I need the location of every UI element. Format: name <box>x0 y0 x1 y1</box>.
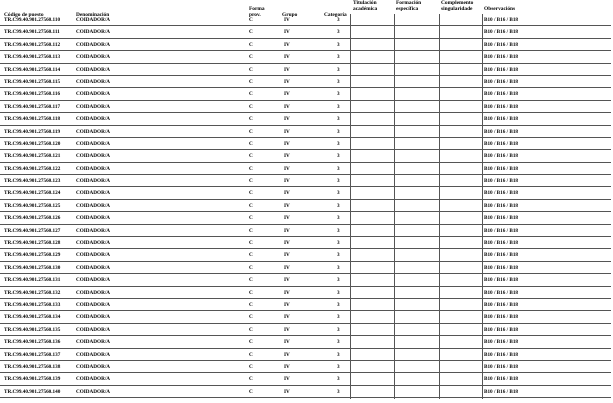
cell-observacions: B10 / B16 / B18 <box>484 326 519 333</box>
cell-forma: C <box>249 116 253 123</box>
cell-categoria: 3 <box>337 140 340 147</box>
cell-denominacion: COIDADOR/A <box>76 66 111 73</box>
table-row <box>0 76 613 88</box>
cell-denominacion: COIDADOR/A <box>76 388 111 395</box>
cell-categoria: 3 <box>337 301 340 308</box>
cell-denominacion: COIDADOR/A <box>76 277 111 284</box>
table-row <box>0 225 613 237</box>
cell-observacions: B10 / B16 / B18 <box>484 17 519 23</box>
cell-forma: C <box>249 202 253 209</box>
cell-grupo: IV <box>284 153 290 160</box>
cell-denominacion: COIDADOR/A <box>76 376 111 383</box>
table-row <box>0 299 613 311</box>
cell-forma: C <box>249 41 253 48</box>
cell-observacions: B10 / B16 / B18 <box>484 301 519 308</box>
cell-forma: C <box>249 351 253 358</box>
table-row <box>0 64 613 76</box>
cell-codigo: TR.C99.40.901.27560.127 <box>4 227 61 234</box>
cell-denominacion: COIDADOR/A <box>76 190 111 197</box>
cell-observacions: B10 / B16 / B18 <box>484 190 519 197</box>
cell-grupo: IV <box>284 264 290 271</box>
header-forma-prov: Forma prov. <box>249 6 265 18</box>
row-divider <box>0 397 611 398</box>
cell-forma: C <box>249 165 253 172</box>
cell-codigo: TR.C99.40.901.27560.117 <box>4 103 61 110</box>
cell-grupo: IV <box>284 301 290 308</box>
table-row <box>0 14 613 26</box>
cell-forma: C <box>249 91 253 98</box>
cell-forma: C <box>249 29 253 36</box>
header-complemento: Complemento singularidade <box>441 0 474 12</box>
cell-observacions: B10 / B16 / B18 <box>484 128 519 135</box>
cell-denominacion: COIDADOR/A <box>76 227 111 234</box>
cell-denominacion: COIDADOR/A <box>76 29 111 36</box>
cell-grupo: IV <box>284 54 290 61</box>
cell-categoria: 3 <box>337 351 340 358</box>
header-formacion: Formación específica <box>396 0 422 12</box>
cell-denominacion: COIDADOR/A <box>76 116 111 123</box>
table-row <box>0 287 613 299</box>
table-row <box>0 361 613 373</box>
cell-categoria: 3 <box>337 116 340 123</box>
cell-grupo: IV <box>284 66 290 73</box>
cell-grupo: IV <box>284 178 290 185</box>
cell-observacions: B10 / B16 / B18 <box>484 376 519 383</box>
cell-categoria: 3 <box>337 314 340 321</box>
cell-forma: C <box>249 66 253 73</box>
cell-forma: C <box>249 264 253 271</box>
cell-grupo: IV <box>284 140 290 147</box>
cell-categoria: 3 <box>337 264 340 271</box>
cell-observacions: B10 / B16 / B18 <box>484 227 519 234</box>
cell-codigo: TR.C99.40.901.27560.137 <box>4 351 61 358</box>
cell-categoria: 3 <box>337 240 340 247</box>
cell-codigo: TR.C99.40.901.27560.136 <box>4 339 61 346</box>
cell-codigo: TR.C99.40.901.27560.132 <box>4 289 61 296</box>
cell-grupo: IV <box>284 376 290 383</box>
cell-forma: C <box>249 376 253 383</box>
header-grupo: Grupo <box>282 12 298 18</box>
cell-forma: C <box>249 153 253 160</box>
cell-denominacion: COIDADOR/A <box>76 153 111 160</box>
table-row <box>0 187 613 199</box>
cell-categoria: 3 <box>337 66 340 73</box>
cell-denominacion: COIDADOR/A <box>76 252 111 259</box>
cell-codigo: TR.C99.40.901.27560.118 <box>4 116 61 123</box>
cell-observacions: B10 / B16 / B18 <box>484 240 519 247</box>
table-row <box>0 249 613 261</box>
cell-categoria: 3 <box>337 165 340 172</box>
cell-denominacion: COIDADOR/A <box>76 264 111 271</box>
cell-categoria: 3 <box>337 91 340 98</box>
cell-grupo: IV <box>284 227 290 234</box>
cell-grupo: IV <box>284 202 290 209</box>
table-row <box>0 126 613 138</box>
cell-forma: C <box>249 363 253 370</box>
cell-forma: C <box>249 314 253 321</box>
cell-codigo: TR.C99.40.901.27560.140 <box>4 388 61 395</box>
cell-forma: C <box>249 78 253 85</box>
cell-denominacion: COIDADOR/A <box>76 78 111 85</box>
cell-grupo: IV <box>284 17 290 23</box>
cell-grupo: IV <box>284 326 290 333</box>
table-row <box>0 212 613 224</box>
table-row <box>0 262 613 274</box>
cell-denominacion: COIDADOR/A <box>76 54 111 61</box>
cell-codigo: TR.C99.40.901.27560.116 <box>4 91 61 98</box>
cell-grupo: IV <box>284 339 290 346</box>
cell-categoria: 3 <box>337 252 340 259</box>
cell-categoria: 3 <box>337 178 340 185</box>
cell-grupo: IV <box>284 41 290 48</box>
cell-forma: C <box>249 252 253 259</box>
cell-observacions: B10 / B16 / B18 <box>484 153 519 160</box>
cell-forma: C <box>249 140 253 147</box>
cell-categoria: 3 <box>337 128 340 135</box>
table-row <box>0 274 613 286</box>
cell-categoria: 3 <box>337 17 340 23</box>
cell-observacions: B10 / B16 / B18 <box>484 202 519 209</box>
cell-categoria: 3 <box>337 388 340 395</box>
cell-codigo: TR.C99.40.901.27560.120 <box>4 140 61 147</box>
cell-denominacion: COIDADOR/A <box>76 351 111 358</box>
cell-grupo: IV <box>284 277 290 284</box>
cell-observacions: B10 / B16 / B18 <box>484 289 519 296</box>
cell-codigo: TR.C99.40.901.27560.126 <box>4 215 61 222</box>
cell-observacions: B10 / B16 / B18 <box>484 363 519 370</box>
cell-observacions: B10 / B16 / B18 <box>484 388 519 395</box>
cell-denominacion: COIDADOR/A <box>76 103 111 110</box>
table-row <box>0 138 613 150</box>
cell-forma: C <box>249 17 253 23</box>
cell-denominacion: COIDADOR/A <box>76 314 111 321</box>
cell-codigo: TR.C99.40.901.27560.129 <box>4 252 61 259</box>
cell-codigo: TR.C99.40.901.27560.133 <box>4 301 61 308</box>
table-row <box>0 386 613 398</box>
table-row <box>0 88 613 100</box>
cell-observacions: B10 / B16 / B18 <box>484 165 519 172</box>
table-row <box>0 175 613 187</box>
cell-grupo: IV <box>284 314 290 321</box>
cell-codigo: TR.C99.40.901.27560.130 <box>4 264 61 271</box>
cell-denominacion: COIDADOR/A <box>76 165 111 172</box>
cell-codigo: TR.C99.40.901.27560.121 <box>4 153 61 160</box>
cell-denominacion: COIDADOR/A <box>76 178 111 185</box>
cell-codigo: TR.C99.40.901.27560.131 <box>4 277 61 284</box>
cell-observacions: B10 / B16 / B18 <box>484 277 519 284</box>
cell-denominacion: COIDADOR/A <box>76 339 111 346</box>
cell-categoria: 3 <box>337 339 340 346</box>
cell-categoria: 3 <box>337 326 340 333</box>
cell-forma: C <box>249 301 253 308</box>
table-row <box>0 373 613 385</box>
cell-observacions: B10 / B16 / B18 <box>484 29 519 36</box>
cell-codigo: TR.C99.40.901.27560.112 <box>4 41 61 48</box>
table-row <box>0 200 613 212</box>
cell-categoria: 3 <box>337 277 340 284</box>
table-row <box>0 163 613 175</box>
cell-forma: C <box>249 240 253 247</box>
cell-forma: C <box>249 178 253 185</box>
cell-forma: C <box>249 190 253 197</box>
table-row <box>0 150 613 162</box>
cell-denominacion: COIDADOR/A <box>76 301 111 308</box>
cell-categoria: 3 <box>337 29 340 36</box>
table-row <box>0 349 613 361</box>
table-row <box>0 39 613 51</box>
cell-codigo: TR.C99.40.901.27560.114 <box>4 66 61 73</box>
cell-grupo: IV <box>284 78 290 85</box>
cell-codigo: TR.C99.40.901.27560.139 <box>4 376 61 383</box>
cell-grupo: IV <box>284 289 290 296</box>
cell-forma: C <box>249 215 253 222</box>
cell-grupo: IV <box>284 116 290 123</box>
cell-forma: C <box>249 128 253 135</box>
cell-categoria: 3 <box>337 215 340 222</box>
cell-observacions: B10 / B16 / B18 <box>484 140 519 147</box>
header-codigo: Código de puesto <box>4 12 44 18</box>
cell-denominacion: COIDADOR/A <box>76 363 111 370</box>
cell-grupo: IV <box>284 165 290 172</box>
cell-categoria: 3 <box>337 153 340 160</box>
cell-grupo: IV <box>284 252 290 259</box>
cell-codigo: TR.C99.40.901.27560.128 <box>4 240 61 247</box>
cell-observacions: B10 / B16 / B18 <box>484 78 519 85</box>
cell-observacions: B10 / B16 / B18 <box>484 252 519 259</box>
cell-codigo: TR.C99.40.901.27560.111 <box>4 29 60 36</box>
header-denominacion: Denominación <box>76 12 110 18</box>
cell-observacions: B10 / B16 / B18 <box>484 314 519 321</box>
cell-observacions: B10 / B16 / B18 <box>484 178 519 185</box>
table-row <box>0 324 613 336</box>
cell-grupo: IV <box>284 190 290 197</box>
cell-categoria: 3 <box>337 54 340 61</box>
cell-observacions: B10 / B16 / B18 <box>484 215 519 222</box>
cell-categoria: 3 <box>337 41 340 48</box>
cell-denominacion: COIDADOR/A <box>76 91 111 98</box>
cell-denominacion: COIDADOR/A <box>76 202 111 209</box>
cell-codigo: TR.C99.40.901.27560.113 <box>4 54 61 61</box>
cell-categoria: 3 <box>337 202 340 209</box>
cell-forma: C <box>249 388 253 395</box>
cell-grupo: IV <box>284 388 290 395</box>
cell-categoria: 3 <box>337 78 340 85</box>
table-row <box>0 26 613 38</box>
cell-denominacion: COIDADOR/A <box>76 326 111 333</box>
header-categoria: Categoría <box>324 12 347 18</box>
cell-codigo: TR.C99.40.901.27560.115 <box>4 78 61 85</box>
cell-denominacion: COIDADOR/A <box>76 17 111 23</box>
cell-grupo: IV <box>284 240 290 247</box>
table-row <box>0 101 613 113</box>
cell-forma: C <box>249 103 253 110</box>
table-body <box>0 14 613 398</box>
cell-grupo: IV <box>284 29 290 36</box>
table-row <box>0 336 613 348</box>
cell-codigo: TR.C99.40.901.27560.119 <box>4 128 61 135</box>
cell-codigo: TR.C99.40.901.27560.110 <box>4 17 61 23</box>
cell-denominacion: COIDADOR/A <box>76 128 111 135</box>
cell-forma: C <box>249 54 253 61</box>
cell-observacions: B10 / B16 / B18 <box>484 116 519 123</box>
cell-grupo: IV <box>284 91 290 98</box>
cell-grupo: IV <box>284 128 290 135</box>
cell-denominacion: COIDADOR/A <box>76 215 111 222</box>
table-row <box>0 311 613 323</box>
header-observacions: Observacións <box>484 6 516 12</box>
cell-observacions: B10 / B16 / B18 <box>484 41 519 48</box>
cell-codigo: TR.C99.40.901.27560.125 <box>4 202 61 209</box>
cell-observacions: B10 / B16 / B18 <box>484 103 519 110</box>
cell-codigo: TR.C99.40.901.27560.124 <box>4 190 61 197</box>
cell-denominacion: COIDADOR/A <box>76 140 111 147</box>
cell-codigo: TR.C99.40.901.27560.138 <box>4 363 61 370</box>
table-row <box>0 51 613 63</box>
cell-observacions: B10 / B16 / B18 <box>484 91 519 98</box>
cell-categoria: 3 <box>337 227 340 234</box>
cell-denominacion: COIDADOR/A <box>76 240 111 247</box>
cell-categoria: 3 <box>337 376 340 383</box>
cell-forma: C <box>249 277 253 284</box>
cell-grupo: IV <box>284 103 290 110</box>
cell-forma: C <box>249 227 253 234</box>
cell-categoria: 3 <box>337 289 340 296</box>
cell-grupo: IV <box>284 363 290 370</box>
cell-denominacion: COIDADOR/A <box>76 289 111 296</box>
cell-grupo: IV <box>284 215 290 222</box>
cell-codigo: TR.C99.40.901.27560.122 <box>4 165 61 172</box>
header-titulacion: Titulación académica <box>353 0 378 12</box>
table-row <box>0 113 613 125</box>
cell-categoria: 3 <box>337 190 340 197</box>
cell-codigo: TR.C99.40.901.27560.134 <box>4 314 61 321</box>
cell-observacions: B10 / B16 / B18 <box>484 66 519 73</box>
cell-categoria: 3 <box>337 103 340 110</box>
cell-codigo: TR.C99.40.901.27560.135 <box>4 326 61 333</box>
cell-observacions: B10 / B16 / B18 <box>484 54 519 61</box>
table-row <box>0 237 613 249</box>
cell-forma: C <box>249 339 253 346</box>
cell-observacions: B10 / B16 / B18 <box>484 351 519 358</box>
cell-denominacion: COIDADOR/A <box>76 41 111 48</box>
cell-forma: C <box>249 289 253 296</box>
cell-forma: C <box>249 326 253 333</box>
cell-observacions: B10 / B16 / B18 <box>484 264 519 271</box>
cell-categoria: 3 <box>337 363 340 370</box>
cell-grupo: IV <box>284 351 290 358</box>
cell-codigo: TR.C99.40.901.27560.123 <box>4 178 61 185</box>
cell-observacions: B10 / B16 / B18 <box>484 339 519 346</box>
